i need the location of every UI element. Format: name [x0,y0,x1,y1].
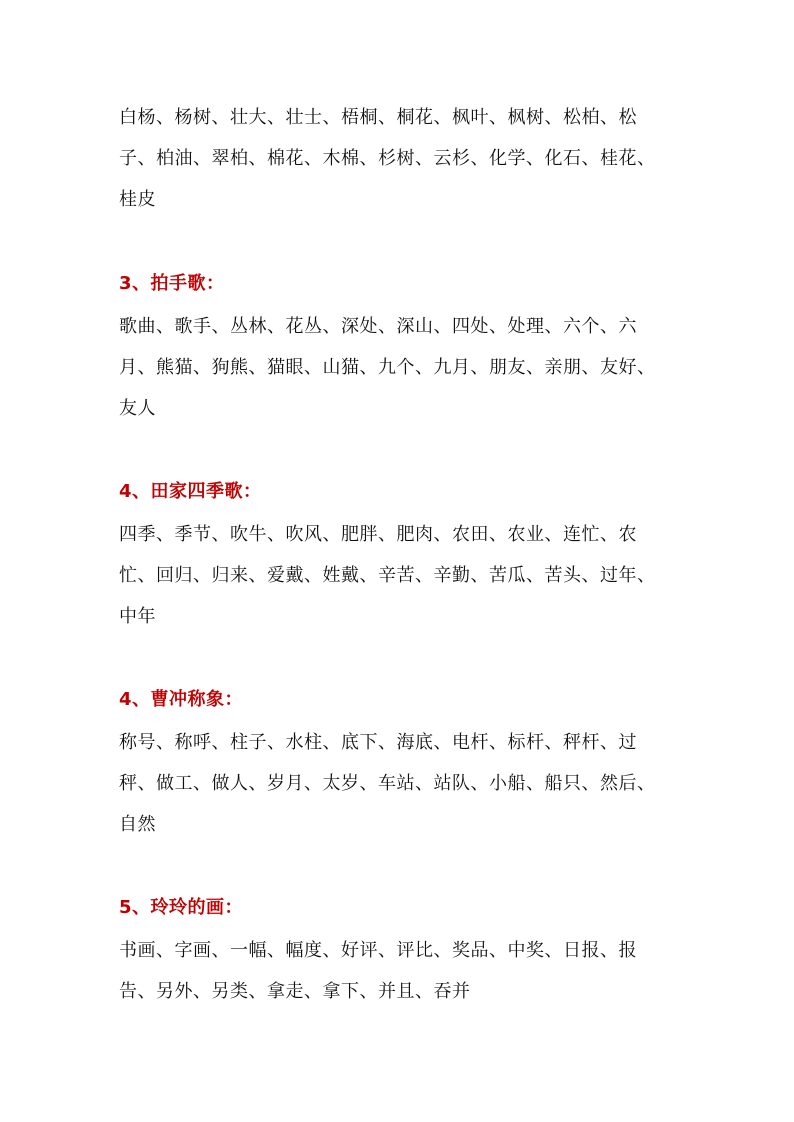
section-cao-chong-cheng-xiang [119,685,679,845]
word-line: 子、柏油、翠柏、棉花、木棉、杉树、云杉、化学、化石、桂花、 [119,148,656,169]
section-tian-jia-si-ji-ge [119,477,679,637]
word-line: 自然 [119,814,156,835]
section-heading: 4、曹冲称象： [119,689,244,710]
word-line: 告、另外、另类、拿走、拿下、并且、吞并 [119,981,471,1002]
section-ling-ling-de-hua [119,893,679,1012]
word-line: 歌曲、歌手、丛林、花丛、深处、深山、四处、处理、六个、六 [119,316,637,337]
word-line: 桂皮 [119,189,156,210]
word-line: 白杨、杨树、壮大、壮士、梧桐、桐花、枫叶、枫树、松柏、松 [119,107,637,128]
word-line: 中年 [119,606,156,627]
word-line: 称号、称呼、柱子、水柱、底下、海底、电杆、标杆、秤杆、过 [119,732,637,753]
section-pai-shou-ge [119,269,679,429]
word-line: 忙、回归、归来、爱戴、姓戴、辛苦、辛勤、苦瓜、苦头、过年、 [119,565,656,586]
word-line: 书画、字画、一幅、幅度、好评、评比、奖品、中奖、日报、报 [119,940,637,961]
section-heading: 3、拍手歌： [119,273,225,294]
section-heading: 5、玲玲的画： [119,897,244,918]
word-line: 四季、季节、吹牛、吹风、肥胖、肥肉、农田、农业、连忙、农 [119,524,637,545]
intro-word-list [119,97,679,220]
word-line: 友人 [119,398,156,419]
word-line: 秤、做工、做人、岁月、太岁、车站、站队、小船、船只、然后、 [119,773,656,794]
word-line: 月、熊猫、狗熊、猫眼、山猫、九个、九月、朋友、亲朋、友好、 [119,357,656,378]
section-heading: 4、田家四季歌： [119,481,262,502]
